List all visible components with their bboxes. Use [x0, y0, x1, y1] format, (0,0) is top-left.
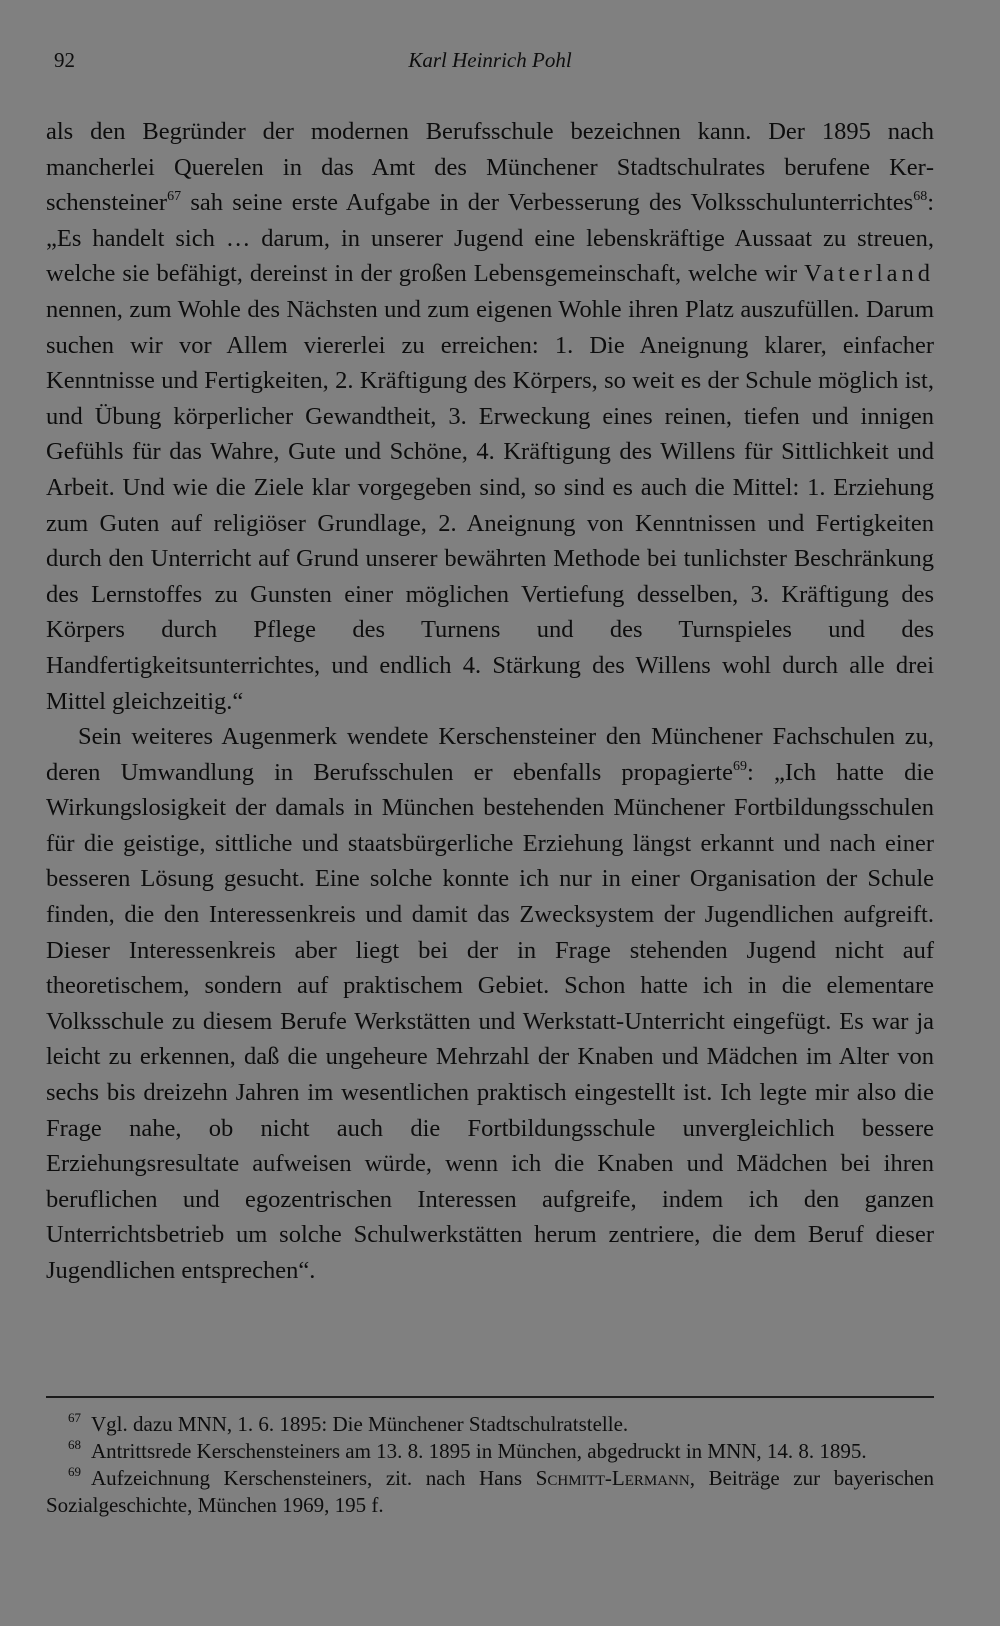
- footnote-mark: 67: [68, 1410, 81, 1425]
- paragraph-1-text-a: als den Begründer der modernen Berufsschule bezeichnen kann. Der 1895 nach mancherlei Querelen in das Amt des Münchener Stadtschulrates berufene Kerschensteiner: [46, 118, 934, 217]
- footnotes: [46, 1411, 934, 1519]
- paragraph-1-text-b: sah seine erste Aufgabe in der Verbesserung des Volksschulunterrichtes: [181, 189, 914, 217]
- footnote-ref-68: 68: [913, 189, 928, 205]
- footnote-ref-67: 67: [167, 189, 182, 205]
- footnote-text: Aufzeichnung Kerschensteiners, zit. nach Hans: [91, 1466, 536, 1490]
- paragraph-1-text-c: : „Es handelt sich … darum, in unserer Jugend eine lebenskräftige Aussaat zu streuen, welche sie befähigt, dereinst in der großen Lebensgemeinschaft, welche wir: [46, 189, 934, 288]
- paragraph-2-text-b: : „Ich hatte die Wirkungslosigkeit der damals in München bestehenden Münchener Fortbildungsschulen für die geistige, sittliche und staatsbürgerliche Erziehung längst erkannt und nach einer besseren Lösung gesucht. Eine solche konnte ich nur in einer Organisation der Schule finden, die den Interessenkreis und damit das Zwecksystem der Jugendlichen aufgreift. Dieser Interessenkreis aber liegt bei der in Frage stehenden Jugend nicht auf theoretischem, sondern auf praktischem Gebiet. Schon hatte ich in die elementare Volksschule zu diesem Berufe Werkstätten und Werkstatt-Unterricht eingefügt. Es war ja leicht zu erkennen, daß die ungeheure Mehrzahl der Knaben und Mädchen im Alter von sechs bis dreizehn Jahren im wesentlichen praktisch eingestellt ist. Ich legte mir also die Frage nahe, ob nicht auch die Fortbildungsschule unvergleichlich bessere Erziehungsresultate aufweisen würde, wenn ich die Knaben und Mädchen bei ihren beruflichen und egozentrischen Interessen aufgreife, indem ich den ganzen Unterrichtsbetrieb um solche Schulwerkstätten herum zentriere, die dem Beruf dieser Jugendlichen entsprechen“.: [46, 758, 934, 1284]
- paragraph-1-text-d: nennen, zum Wohle des Nächsten und zum eigenen Wohle ihren Platz auszufüllen. Darum suchen wir vor Allem viererlei zu erreichen: 1. Die Aneignung klarer, einfacher Kenntnisse und Fertigkeiten, 2. Kräftigung des Körpers, so weit es der Schule möglich ist, und Übung körperlicher Gewandtheit, 3. Erweckung eines reinen, tiefen und innigen Gefühls für das Wahre, Gute und Schöne, 4. Kräftigung des Willens für Sittlichkeit und Arbeit. Und wie die Ziele klar vorgegeben sind, so sind es auch die Mittel: 1. Erziehung zum Guten auf religiöser Grundlage, 2. Aneignung von Kenntnissen und Fertigkeiten durch den Unterricht auf Grund unserer bewährten Methode bei tunlichster Beschränkung des Lernstoffes zu Gunsten einer möglichen Vertiefung desselben, 3. Kräftigung des Körpers durch Pflege des Turnens und des Turnspieles und des Handfertigkeitsunterrichtes, und endlich 4. Stärkung des Willens wohl durch alle drei Mittel gleichzeitig.“: [46, 295, 934, 715]
- cited-author: Schmitt-Lermann: [535, 1466, 690, 1490]
- running-head: Karl Heinrich Pohl: [408, 48, 572, 72]
- footnote-67: [46, 1411, 934, 1438]
- footnote-text: Vgl. dazu MNN, 1. 6. 1895: Die Münchener Stadtschulratstelle.: [91, 1412, 629, 1436]
- footnote-69: [46, 1465, 934, 1519]
- paragraph-1: [46, 114, 934, 719]
- paragraph-2: [46, 719, 934, 1289]
- footnote-text: , Beiträge zur bayerischen Sozialgeschichte, München 1969, 195 f.: [46, 1466, 935, 1517]
- footnote-mark: 69: [68, 1464, 81, 1479]
- footnote-text: Antrittsrede Kerschensteiners am 13. 8. 1895 in München, abgedruckt in MNN, 14. 8. 1895.: [91, 1439, 867, 1463]
- body-text: [46, 114, 934, 1289]
- footnote-68: [46, 1438, 934, 1465]
- footnote-mark: 68: [68, 1437, 81, 1452]
- spaced-word: Vaterland: [804, 260, 934, 288]
- footnote-divider: [46, 1396, 934, 1398]
- page-header: [46, 46, 934, 76]
- paragraph-2-text-a: Sein weiteres Augenmerk wendete Kerschensteiner den Münchener Fachschulen zu, deren Umwandlung in Berufsschulen er ebenfalls propagierte: [46, 723, 934, 786]
- page-number: 92: [54, 48, 75, 72]
- footnote-ref-69: 69: [733, 758, 747, 774]
